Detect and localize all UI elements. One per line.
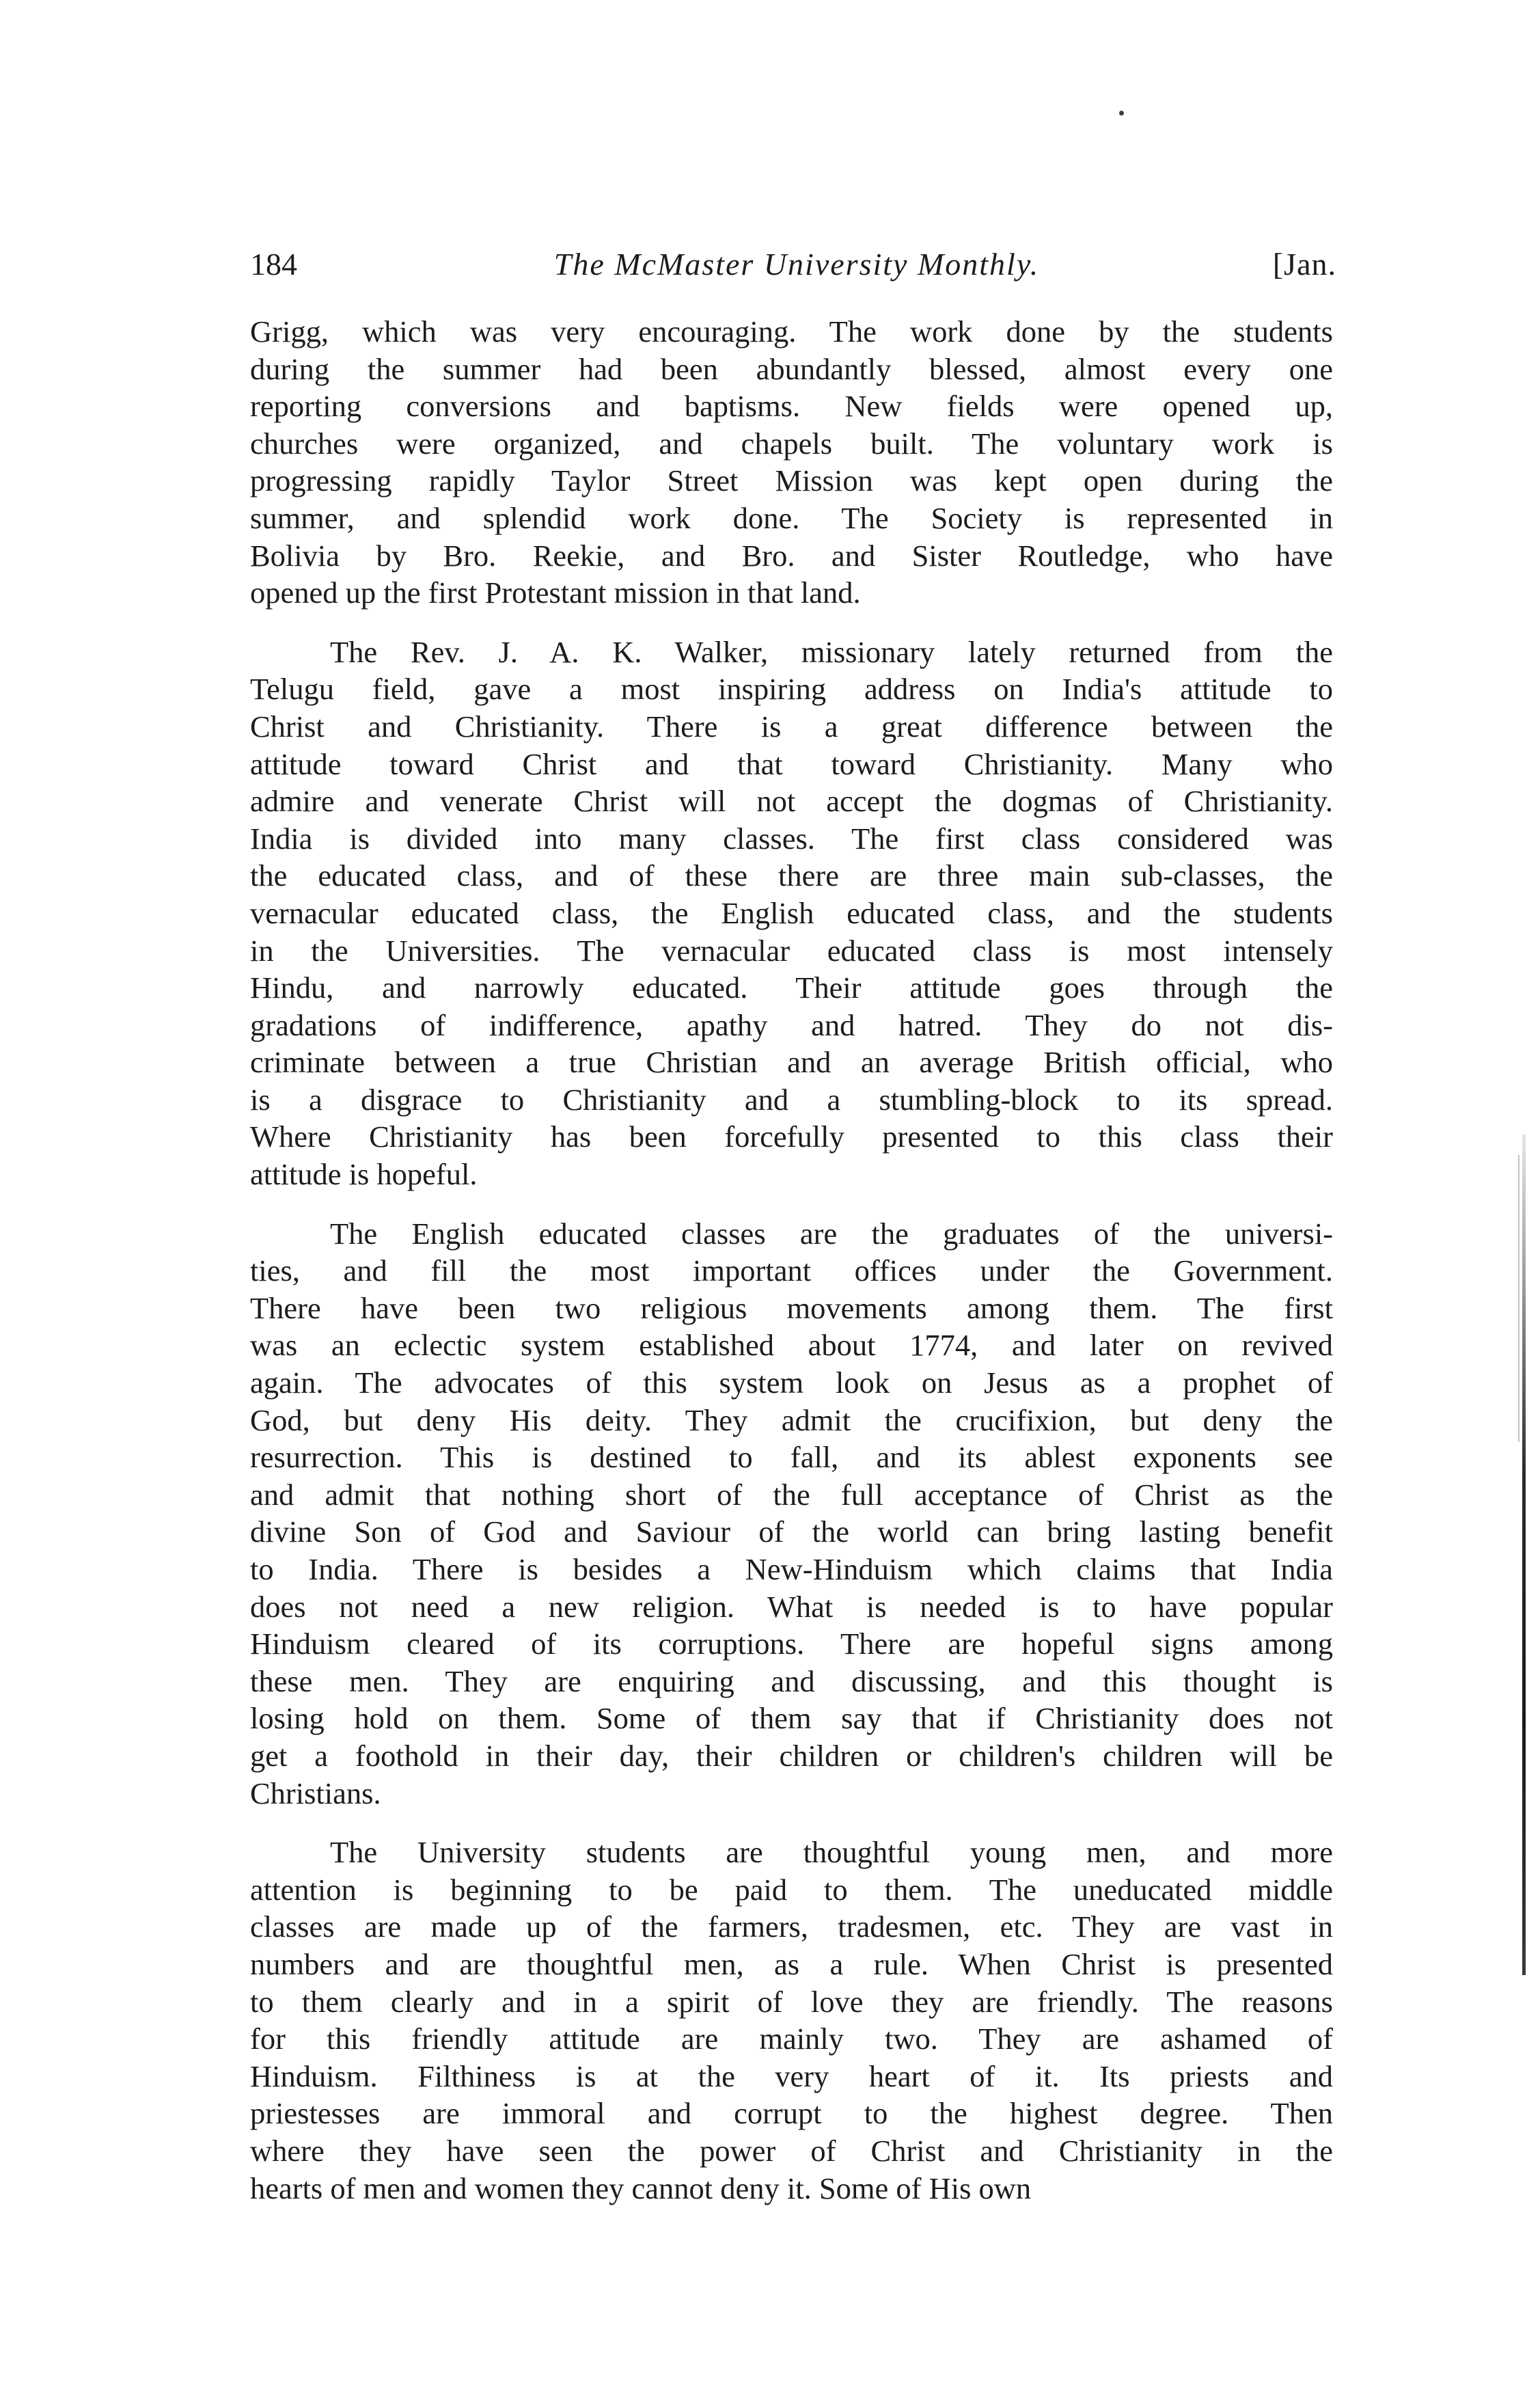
paragraph [250, 634, 1333, 1193]
text-line: hearts of men and women they cannot deny it. Some of His own [250, 2171, 1032, 2205]
text-line: There have been two religious movements among them. The first [250, 1290, 1333, 1325]
page-header [250, 241, 1343, 288]
text-line: was an eclectic system established about 1774, and later on revived [250, 1328, 1333, 1363]
text-line: Hinduism cleared of its corruptions. There are hopeful signs among [250, 1627, 1333, 1661]
text-line: Telugu field, gave a most inspiring address on India's attitude to [250, 672, 1333, 707]
paragraph [250, 1834, 1333, 2207]
text-line: in the Universities. The vernacular educated class is most intensely [250, 933, 1333, 968]
text-line: Hinduism. Filthiness is at the very heart of it. Its priests and [250, 2058, 1333, 2093]
text-line: priestesses are immoral and corrupt to the highest degree. Then [250, 2096, 1333, 2131]
page-number: 184 [250, 247, 297, 282]
text-line: attitude toward Christ and that toward Christianity. Many who [250, 746, 1333, 781]
text-line: Where Christianity has been forcefully presented to this class their [250, 1119, 1333, 1154]
text-line: summer, and splendid work done. The Society is represented in [250, 500, 1333, 535]
text-line: during the summer had been abundantly blessed, almost every one [250, 351, 1333, 386]
stray-ink-dot [1119, 111, 1124, 115]
paragraph [250, 1215, 1333, 1812]
text-line: opened up the first Protestant mission in that land. [250, 575, 861, 610]
text-line: to them clearly and in a spirit of love they are friendly. The reasons [250, 1984, 1333, 2019]
paragraph-gap [250, 1193, 1333, 1215]
text-line: again. The advocates of this system look on Jesus as a prophet of [250, 1365, 1333, 1400]
text-line: ties, and fill the most important offices under the Government. [250, 1253, 1333, 1288]
paragraph-gap [250, 612, 1333, 634]
issue-label: [Jan. [1272, 247, 1336, 282]
text-line: resurrection. This is destined to fall, and its ablest exponents see [250, 1440, 1333, 1475]
text-line: for this friendly attitude are mainly two. They are ashamed of [250, 2022, 1333, 2056]
text-line: The English educated classes are the graduates of the universi- [330, 1216, 1333, 1251]
text-line: does not need a new religion. What is needed is to have popular [250, 1589, 1333, 1624]
text-line: admire and venerate Christ will not accept the dogmas of Christianity. [250, 784, 1333, 819]
text-line: India is divided into many classes. The first class considered was [250, 821, 1333, 856]
text-line: classes are made up of the farmers, tradesmen, etc. They are vast in [250, 1909, 1333, 1944]
text-line: Grigg, which was very encouraging. The work done by the students [250, 314, 1333, 349]
paragraph-gap [250, 1812, 1333, 1834]
text-line: reporting conversions and baptisms. New fields were opened up, [250, 389, 1333, 424]
text-line: is a disgrace to Christianity and a stumbling-block to its spread. [250, 1082, 1333, 1117]
running-title: The McMaster University Monthly. [553, 247, 1040, 282]
text-line: where they have seen the power of Christ and Christianity in the [250, 2133, 1333, 2168]
text-line: attention is beginning to be paid to them. The uneducated middle [250, 1872, 1333, 1907]
text-line: Christians. [250, 1776, 381, 1810]
text-line: these men. They are enquiring and discussing, and this thought is [250, 1663, 1333, 1698]
scan-edge-mark [1518, 1155, 1520, 1442]
text-line: The University students are thoughtful young men, and more [330, 1835, 1333, 1870]
text-line: churches were organized, and chapels built. The voluntary work is [250, 426, 1333, 461]
scan-edge-shadow [1522, 1134, 1526, 1975]
text-line: vernacular educated class, the English educated class, and the students [250, 895, 1333, 930]
text-line: attitude is hopeful. [250, 1157, 478, 1192]
text-line: God, but deny His deity. They admit the crucifixion, but deny the [250, 1402, 1333, 1437]
text-line: The Rev. J. A. K. Walker, missionary lately returned from the [330, 634, 1333, 669]
paragraph [250, 313, 1333, 612]
text-line: progressing rapidly Taylor Street Mission was kept open during the [250, 463, 1333, 498]
text-line: and admit that nothing short of the full acceptance of Christ as the [250, 1477, 1333, 1512]
text-line: numbers and are thoughtful men, as a rule. When Christ is presented [250, 1946, 1333, 1981]
text-line: get a foothold in their day, their children or children's children will be [250, 1738, 1333, 1773]
text-line: Hindu, and narrowly educated. Their attitude goes through the [250, 970, 1333, 1005]
text-line: Bolivia by Bro. Reekie, and Bro. and Sister Routledge, who have [250, 538, 1333, 573]
text-line: gradations of indifference, apathy and hatred. They do not dis- [250, 1007, 1333, 1042]
text-line: the educated class, and of these there are three main sub-classes, the [250, 858, 1333, 893]
article-body [250, 313, 1333, 2207]
text-line: to India. There is besides a New-Hinduism which claims that India [250, 1552, 1333, 1586]
text-line: criminate between a true Christian and an average British official, who [250, 1045, 1333, 1080]
text-line: divine Son of God and Saviour of the world can bring lasting benefit [250, 1514, 1333, 1549]
text-line: Christ and Christianity. There is a great difference between the [250, 709, 1333, 744]
text-line: losing hold on them. Some of them say that if Christianity does not [250, 1701, 1333, 1736]
